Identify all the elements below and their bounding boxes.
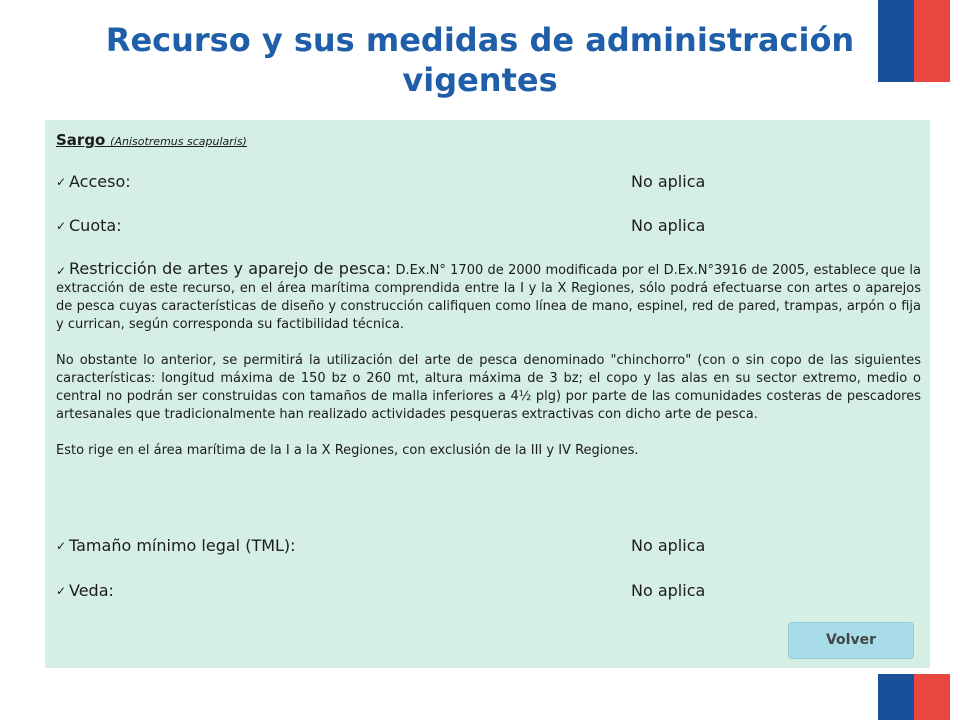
flag-blue-band	[878, 674, 914, 720]
veda-value: No aplica	[631, 581, 706, 600]
cuota-value: No aplica	[631, 216, 706, 235]
acceso-value: No aplica	[631, 172, 706, 191]
restriccion-paragraph-1	[56, 260, 921, 334]
flag-red-band	[914, 674, 950, 720]
species-name: Sargo	[56, 131, 106, 149]
measure-acceso	[56, 171, 929, 193]
restriccion-paragraph-2: No obstante lo anterior, se permitirá la utilización del arte de pesca denominado "chinchorro" (con o sin copo de las siguientes características: longitud máxima de 150 bz o 260 mt, altura máxima de 3 bz; el copo y las alas en su sector extremo, medio o central no podrán ser construidas con tamaños de malla inferiores a 4½ plg) por parte de las comunidades costeras de pescadores artesanales que tradicionalmente han realizado actividades pesqueras extractivas con dicho arte de pesca.	[56, 353, 921, 422]
restriccion-text: D.Ex.N° 1700 de 2000 modificada por el D.Ex.N°3916 de 2005, establece que la extracción de este recurso, en el área marítima comprendida entre la I y la X Regiones, sólo podrá efectuarse con artes o aparejos de pesca cuyas características de diseño y construcción califiquen como línea de mano, espinel, red de pared, trampas, arpón o fija y currican, según corresponda su factibilidad técnica.	[56, 263, 921, 332]
chile-flag-bottom	[878, 674, 950, 720]
cuota-label: Cuota:	[69, 216, 122, 235]
measure-restriccion	[56, 260, 921, 460]
restriccion-paragraph-3: Esto rige en el área marítima de la I a la X Regiones, con exclusión de la III y IV Regiones.	[56, 443, 639, 458]
checkmark-icon: ✓	[56, 584, 67, 598]
tml-value: No aplica	[631, 536, 706, 555]
checkmark-icon: ✓	[56, 175, 67, 189]
measure-veda	[56, 580, 929, 602]
measure-cuota	[56, 215, 929, 237]
flag-red-band	[914, 0, 950, 82]
measure-tml	[56, 535, 929, 557]
veda-label: Veda:	[69, 581, 114, 600]
page-title: Recurso y sus medidas de administración vigentes	[105, 21, 855, 99]
resource-panel	[45, 120, 930, 668]
volver-button[interactable]: Volver	[788, 622, 914, 659]
restriccion-label: Restricción de artes y aparejo de pesca:	[69, 259, 392, 278]
species-heading	[56, 130, 247, 152]
checkmark-icon: ✓	[56, 219, 67, 233]
tml-label: Tamaño mínimo legal (TML):	[69, 536, 296, 555]
species-scientific-name: (Anisotremus scapularis)	[110, 135, 247, 148]
acceso-label: Acceso:	[69, 172, 131, 191]
checkmark-icon: ✓	[56, 539, 67, 553]
checkmark-icon: ✓	[56, 264, 67, 278]
